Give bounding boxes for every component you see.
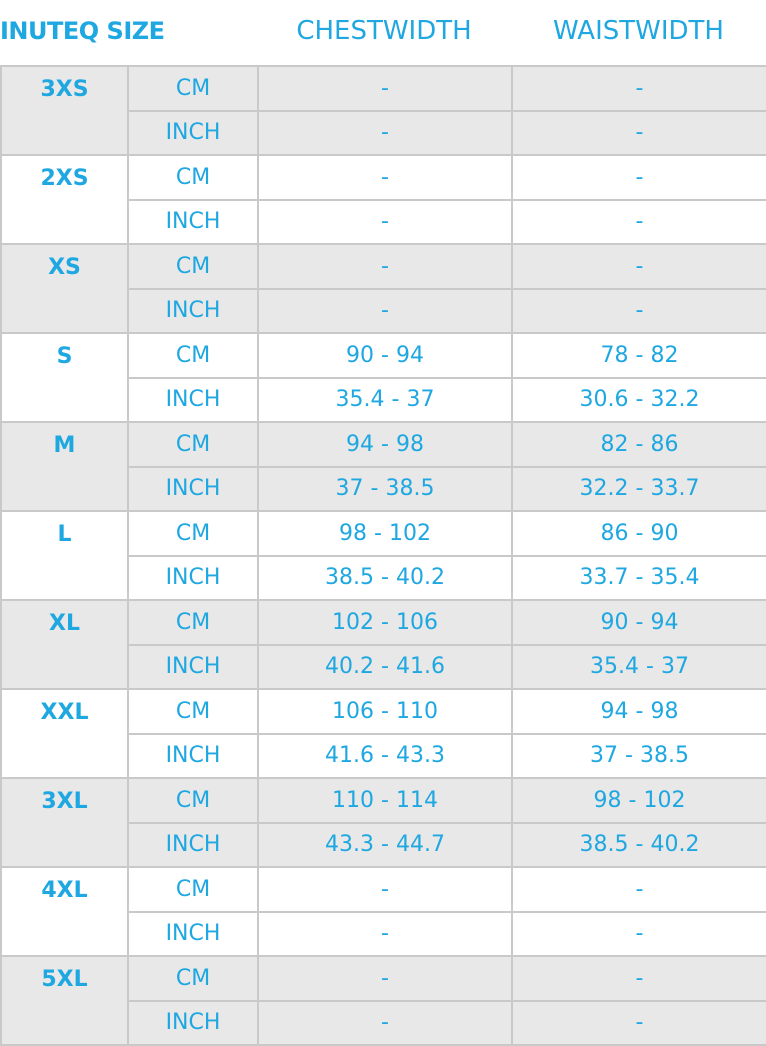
- waist-cm-cell: -: [512, 66, 766, 111]
- waist-inch-cell: -: [512, 200, 766, 245]
- waist-cm-cell: 90 - 94: [512, 600, 766, 645]
- chest-cm-cell: 98 - 102: [258, 511, 512, 556]
- waist-inch-cell: 35.4 - 37: [512, 645, 766, 690]
- chest-inch-cell: 35.4 - 37: [258, 378, 512, 423]
- unit-cm-label: CM: [128, 778, 258, 823]
- chest-inch-cell: -: [258, 289, 512, 334]
- unit-inch-label: INCH: [128, 200, 258, 245]
- chest-inch-cell: -: [258, 200, 512, 245]
- table-row: [1, 511, 766, 556]
- chest-inch-cell: 40.2 - 41.6: [258, 645, 512, 690]
- unit-inch-label: INCH: [128, 378, 258, 423]
- waist-inch-cell: 33.7 - 35.4: [512, 556, 766, 601]
- waist-cm-cell: -: [512, 155, 766, 200]
- table-header: [0, 0, 766, 65]
- chest-cm-cell: -: [258, 956, 512, 1001]
- size-label: S: [1, 333, 128, 422]
- size-label: XS: [1, 244, 128, 333]
- unit-inch-label: INCH: [128, 912, 258, 957]
- table-row: [1, 422, 766, 467]
- chest-cm-cell: 102 - 106: [258, 600, 512, 645]
- size-chart-body: [1, 66, 766, 1045]
- chest-inch-cell: 43.3 - 44.7: [258, 823, 512, 868]
- table-row: [1, 600, 766, 645]
- chest-inch-cell: 38.5 - 40.2: [258, 556, 512, 601]
- waist-cm-cell: 78 - 82: [512, 333, 766, 378]
- waist-column-header: WAISTWIDTH: [553, 16, 724, 46]
- unit-inch-label: INCH: [128, 556, 258, 601]
- waist-cm-cell: -: [512, 956, 766, 1001]
- waist-inch-cell: 37 - 38.5: [512, 734, 766, 779]
- chest-cm-cell: 106 - 110: [258, 689, 512, 734]
- waist-inch-cell: -: [512, 912, 766, 957]
- table-row: [1, 778, 766, 823]
- waist-cm-cell: 98 - 102: [512, 778, 766, 823]
- unit-inch-label: INCH: [128, 289, 258, 334]
- size-label: 2XS: [1, 155, 128, 244]
- size-label: 5XL: [1, 956, 128, 1045]
- size-label: M: [1, 422, 128, 511]
- unit-cm-label: CM: [128, 66, 258, 111]
- waist-cm-cell: 82 - 86: [512, 422, 766, 467]
- chest-inch-cell: 37 - 38.5: [258, 467, 512, 512]
- chest-cm-cell: -: [258, 66, 512, 111]
- waist-inch-cell: 32.2 - 33.7: [512, 467, 766, 512]
- unit-cm-label: CM: [128, 956, 258, 1001]
- waist-inch-cell: -: [512, 1001, 766, 1046]
- table-row: [1, 333, 766, 378]
- unit-cm-label: CM: [128, 511, 258, 556]
- chest-inch-cell: -: [258, 111, 512, 156]
- size-label: 3XL: [1, 778, 128, 867]
- unit-cm-label: CM: [128, 867, 258, 912]
- table-row: [1, 66, 766, 111]
- unit-inch-label: INCH: [128, 1001, 258, 1046]
- chest-inch-cell: -: [258, 1001, 512, 1046]
- size-column-header: INUTEQ SIZE: [0, 17, 165, 45]
- unit-cm-label: CM: [128, 155, 258, 200]
- table-row: [1, 155, 766, 200]
- waist-inch-cell: -: [512, 111, 766, 156]
- chest-cm-cell: 94 - 98: [258, 422, 512, 467]
- unit-cm-label: CM: [128, 244, 258, 289]
- table-row: [1, 867, 766, 912]
- unit-cm-label: CM: [128, 333, 258, 378]
- waist-cm-cell: 94 - 98: [512, 689, 766, 734]
- chest-inch-cell: -: [258, 912, 512, 957]
- waist-cm-cell: -: [512, 867, 766, 912]
- unit-inch-label: INCH: [128, 734, 258, 779]
- waist-inch-cell: 38.5 - 40.2: [512, 823, 766, 868]
- chest-cm-cell: 90 - 94: [258, 333, 512, 378]
- chest-cm-cell: -: [258, 244, 512, 289]
- table-row: [1, 244, 766, 289]
- unit-inch-label: INCH: [128, 823, 258, 868]
- unit-cm-label: CM: [128, 422, 258, 467]
- table-row: [1, 956, 766, 1001]
- size-label: XL: [1, 600, 128, 689]
- unit-cm-label: CM: [128, 689, 258, 734]
- unit-inch-label: INCH: [128, 467, 258, 512]
- waist-cm-cell: 86 - 90: [512, 511, 766, 556]
- chest-cm-cell: 110 - 114: [258, 778, 512, 823]
- waist-inch-cell: -: [512, 289, 766, 334]
- size-label: 3XS: [1, 66, 128, 155]
- size-label: L: [1, 511, 128, 600]
- chest-column-header: CHESTWIDTH: [296, 16, 472, 46]
- waist-cm-cell: -: [512, 244, 766, 289]
- chest-cm-cell: -: [258, 867, 512, 912]
- unit-inch-label: INCH: [128, 645, 258, 690]
- waist-inch-cell: 30.6 - 32.2: [512, 378, 766, 423]
- table-row: [1, 689, 766, 734]
- unit-cm-label: CM: [128, 600, 258, 645]
- size-chart-table: [0, 65, 766, 1046]
- size-label: XXL: [1, 689, 128, 778]
- chest-cm-cell: -: [258, 155, 512, 200]
- chest-inch-cell: 41.6 - 43.3: [258, 734, 512, 779]
- size-label: 4XL: [1, 867, 128, 956]
- unit-inch-label: INCH: [128, 111, 258, 156]
